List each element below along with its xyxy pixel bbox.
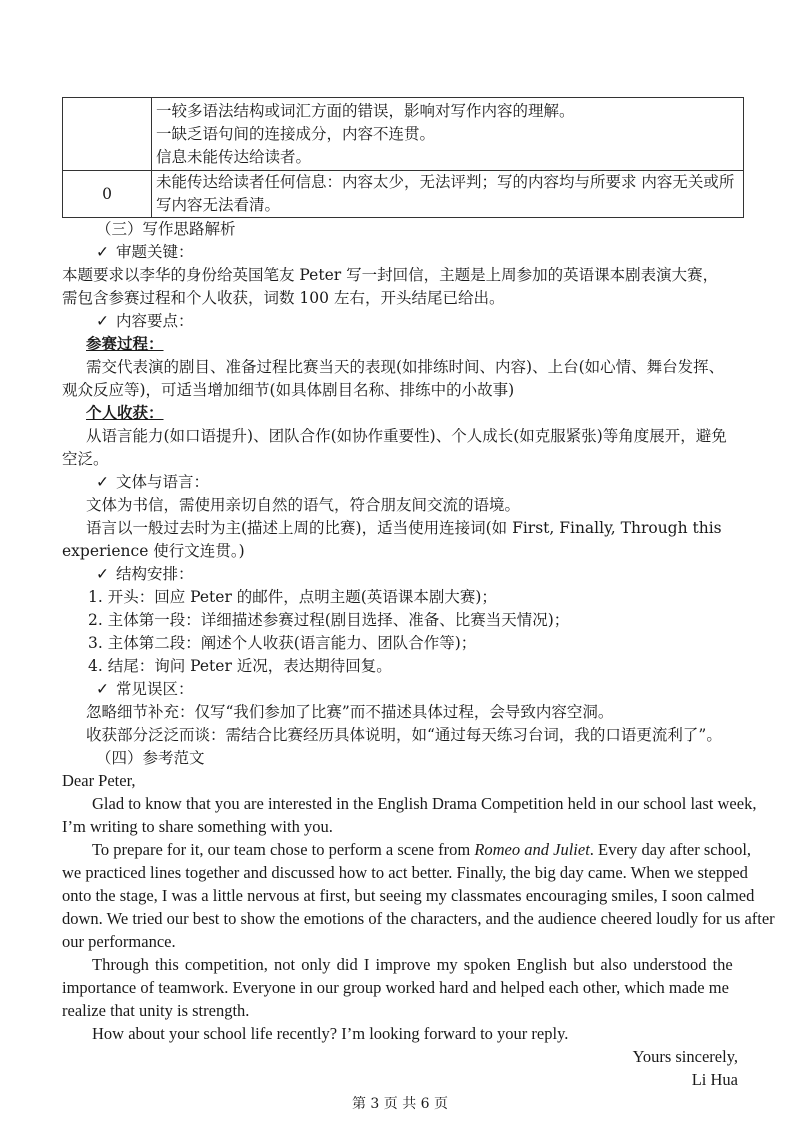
page-number: 第 3 页 共 6 页: [351, 1096, 449, 1112]
paragraph-line: 需包含参赛过程和个人收获，词数 100 左右，开头结尾已给出。: [62, 289, 505, 307]
score-cell: 0: [63, 171, 152, 218]
paragraph-line: 文体为书信，需使用亲切自然的语气，符合朋友间交流的语境。: [86, 496, 521, 514]
checkmark-icon: ✓: [96, 473, 109, 491]
section-heading: （四）参考范文: [96, 749, 205, 767]
subsection-title: ✓ 结构安排：: [96, 565, 194, 583]
subsection-title: ✓ 内容要点：: [96, 312, 194, 330]
letter-line: How about your school life recently? I’m looking forward to your reply.: [92, 1024, 569, 1043]
letter-line: Glad to know that you are interested in the English Drama Competition held in our school last week,: [92, 794, 757, 813]
list-item: 3. 主体第二段：阐述个人收获(语言能力、团队合作等)；: [88, 634, 477, 652]
subsection-title: ✓ 常见误区：: [96, 680, 194, 698]
paragraph-line: experience 使行文连贯。): [62, 542, 245, 560]
rubric-line: 信息未能传达给读者。: [156, 147, 312, 166]
rubric-line: 一缺乏语句间的连接成分，内容不连贯。: [156, 124, 436, 143]
checkmark-icon: ✓: [96, 565, 109, 583]
letter-greeting: Dear Peter,: [62, 771, 136, 790]
checkmark-icon: ✓: [96, 243, 109, 261]
subsection-title: ✓ 文体与语言：: [96, 473, 210, 491]
table-row: [63, 171, 744, 218]
rubric-line: 未能传达给读者任何信息：内容太少，无法评判；写的内容均与所要求 内容无关或所写内容无法看清。: [156, 173, 735, 214]
letter-closing: Yours sincerely,: [632, 1047, 738, 1066]
checkmark-icon: ✓: [96, 680, 109, 698]
description-cell: [152, 171, 744, 218]
paragraph-line: 需交代表演的剧目、准备过程比赛当天的表现(如排练时间、内容)、上台(如心情、舞台发挥、: [86, 358, 725, 376]
description-cell: [152, 98, 744, 171]
paragraph-line: 语言以一般过去时为主(描述上周的比赛)，适当使用连接词(如 First, Finally, Through this: [86, 519, 722, 537]
letter-line: importance of teamwork. Everyone in our group worked hard and helped each other, which made me: [62, 978, 729, 997]
letter-line: I’m writing to share something with you.: [62, 817, 333, 836]
underlined-subheading: 参赛过程：: [86, 334, 164, 353]
paragraph-line: 忽略细节补充：仅写“我们参加了比赛”而不描述具体过程，会导致内容空洞。: [86, 703, 614, 721]
scoring-rubric-table: [62, 97, 744, 218]
list-item: 4. 结尾：询问 Peter 近况，表达期待回复。: [88, 657, 392, 675]
paragraph-line: 收获部分泛泛而谈：需结合比赛经历具体说明，如“通过每天练习台词，我的口语更流利了”。: [86, 726, 722, 744]
paragraph-line: 空泛。: [62, 450, 109, 468]
list-item: 2. 主体第一段：详细描述参赛过程(剧目选择、准备、比赛当天情况)；: [88, 611, 570, 629]
play-title: Romeo and Juliet: [474, 840, 590, 859]
letter-line: down. We tried our best to show the emotions of the characters, and the audience cheered loudly for us after: [62, 909, 775, 928]
paragraph-line: 观众反应等)，可适当增加细节(如具体剧目名称、排练中的小故事): [62, 381, 515, 399]
letter-line: we practiced lines together and discussed how to act better. Finally, the big day came. When we stepped: [62, 863, 748, 882]
paragraph-line: 本题要求以李华的身份给英国笔友 Peter 写一封回信，主题是上周参加的英语课本剧表演大赛，: [62, 266, 719, 284]
table-row: [63, 98, 744, 171]
checkmark-icon: ✓: [96, 312, 109, 330]
subsection-title: ✓ 审题关键：: [96, 243, 194, 261]
score-cell: [63, 98, 152, 171]
rubric-line: 一较多语法结构或词汇方面的错误，影响对写作内容的理解。: [156, 101, 575, 120]
letter-line: Through this competition, not only did I improve my spoken English but also understood the: [92, 955, 733, 974]
section-heading: （三）写作思路解析: [96, 220, 236, 238]
list-item: 1. 开头：回应 Peter 的邮件，点明主题(英语课本剧大赛)；: [88, 588, 497, 606]
letter-line: To prepare for it, our team chose to perform a scene from Romeo and Juliet. Every day after school,: [92, 840, 752, 859]
paragraph-line: 从语言能力(如口语提升)、团队合作(如协作重要性)、个人成长(如克服紧张)等角度展开，避免: [86, 427, 727, 445]
letter-signature: Li Hua: [691, 1070, 738, 1089]
letter-line: our performance.: [62, 932, 176, 951]
letter-line: onto the stage, I was a little nervous at first, but seeing my classmates encouraging smiles, I soon calmed: [62, 886, 755, 905]
letter-line: realize that unity is strength.: [62, 1001, 250, 1020]
underlined-subheading: 个人收获：: [86, 403, 164, 422]
